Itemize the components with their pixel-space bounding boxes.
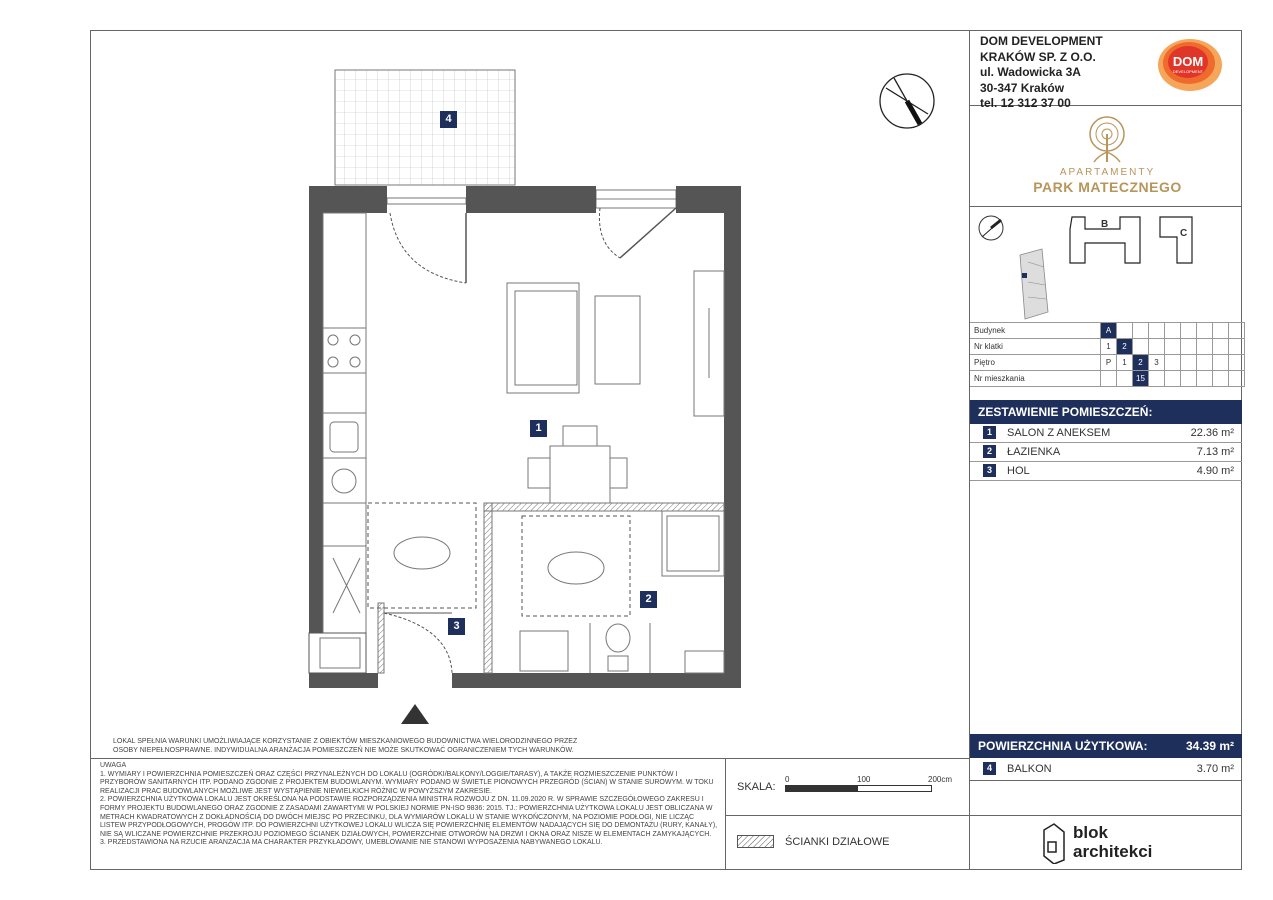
row-staircase: Nr klatki 1 2 [970, 339, 1245, 355]
plan-label-salon: 1 [530, 420, 547, 437]
rooms-heading: ZESTAWIENIE POMIESZCZEŃ: [970, 400, 1242, 424]
apartment-info-table [970, 322, 1245, 387]
logo-text: DOM [1172, 54, 1204, 69]
compass-icon [878, 72, 936, 130]
usable-area-bar [970, 734, 1242, 758]
scale-tick-0: 0 [785, 775, 790, 784]
notes-heading: UWAGA [100, 762, 127, 769]
scale-label: SKALA: [737, 781, 776, 793]
legend-walls-label: ŚCIANKI DZIAŁOWE [785, 836, 890, 848]
logo-subtext: DEVELOPMENT [1172, 69, 1204, 74]
note-item: 1. WYMIARY I POWIERZCHNIA POMIESZCZEŃ ORAZ CZĘŚCI PRZYNALEŻNYCH DO LOKALU (OGRÓDKI/BALKONY/LOGGIE/TARASY), A TAKŻE ROZMIESZCZENIE PUNKTÓW I PRZYBORÓW SANITARNYCH ITP. PODANO ZGODNIE Z PROJEKTEM BUDOWLANYM. WYMIARY PODANO W ŚWIETLE PIONOWYCH PRZEGRÓD (ŚCIAN) W STANIE SUROWYM. W TOKU REALIZACJI PRAC BUDOWLANYCH MOŻLIWE JEST WYSTĄPIENIE NIEWIELKICH RÓŻNIC W POWYŻSZYM ZAKRESIE. [100, 770, 714, 795]
project-name: PARK MATECZNEGO [1033, 179, 1182, 195]
park-tree-logo [1080, 112, 1134, 166]
project-line1: APARTAMENTY [1059, 167, 1156, 178]
scale-tick-100: 100 [857, 775, 871, 784]
usable-area-label: POWIERZCHNIA UŻYTKOWA: [978, 739, 1148, 753]
accessibility-note: LOKAL SPEŁNIA WARUNKI UMOŻLIWIAJĄCE KORZYSTANIE Z OBIEKTÓW MIESZKANIOWEGO BUDOWNICTWA WIELORODZINNEGO PRZEZ OSOBY NIEPEŁNOSPRAWNE. INDYWIDUALNA ARANŻACJA POMIESZCZEŃ NIE MOŻE SKUTKOWAĆ OGRANICZENIEM TYCH WARUNKÓW. [113, 738, 578, 754]
scale-bar [785, 785, 932, 792]
architect-name: blok architekci [1073, 823, 1153, 861]
company-name: DOM DEVELOPMENT [980, 34, 1103, 48]
plan-label-balcony: 4 [440, 111, 457, 128]
room-row: 3 HOL 4.90 m² [970, 462, 1242, 481]
row-apartment-number: Nr mieszkania 15 [970, 371, 1245, 387]
scale-tick-200: 200cm [928, 775, 953, 784]
plan-label-hall: 3 [448, 618, 465, 635]
hatch-legend-icon [737, 835, 775, 849]
floor-plan [300, 68, 750, 728]
plan-label-bathroom: 2 [640, 591, 657, 608]
row-floor: Piętro P 1 2 3 [970, 355, 1245, 371]
entrance-arrow-icon [401, 704, 429, 724]
company-phone: tel. 12 312 37 00 [980, 96, 1071, 110]
usable-area-value: 34.39 m² [1185, 739, 1234, 753]
company-street: ul. Wadowicka 3A [980, 65, 1081, 79]
company-city: 30-347 Kraków [980, 80, 1065, 95]
blok-architekci-logo [1040, 820, 1070, 864]
balcony-row: 4 BALKON 3.70 m² [970, 760, 1242, 778]
balcony-area [335, 70, 515, 185]
company-name-2: KRAKÓW SP. Z O.O. [980, 49, 1096, 64]
dom-development-logo [1155, 36, 1225, 96]
note-item: 3. PRZEDSTAWIONA NA RZUCIE ARANŻACJA MA CHARAKTER PRZYKŁADOWY, UMEBLOWANIE NIE STANOWI WYPOSAŻENIA NABYWANEGO LOKALU. [100, 839, 603, 847]
notes-block [100, 762, 720, 848]
room-row: 1 SALON Z ANEKSEM 22.36 m² [970, 424, 1242, 443]
note-item: 2. POWIERZCHNIA UŻYTKOWA LOKALU JEST OKREŚLONA NA PODSTAWIE ROZPORZĄDZENIA MINISTRA ROZWOJU Z DN. 11.09.2020 R. W SPRAWIE SZCZEGÓŁOWEGO ZAKRESU I FORMY PROJEKTU BUDOWLANEGO ORAZ ZGODNIE Z ZASADAMI ZAWARTYMI W POLSKIEJ NORMIE PN-ISO 9836: 2015. TJ.: POWIERZCHNIA UŻYTKOWA LOKALU JEST OBLICZANA W METRACH KWADRATOWYCH Z DOKŁADNOŚCIĄ DO DWÓCH MIEJSC PO PRZECINKU, DLA WYMIARÓW LOKALU W STANIE WYKOŃCZONYM, NA POZIOMIE PODŁOGI, NIE LICZĄC LISTEW PRZYPODŁOGOWYCH, PROGÓW ITP. DO POWIERZCHNI UŻYTKOWEJ LOKALU WLICZA SIĘ POWIERZCHNIĘ ELEMENTÓW NADAJĄCYCH SIĘ DO DEMONTAŻU (RURY, KANAŁY), NIE SĄ WLICZANE POWIERZCHNIE PRZEKROJU POZIOMEGO ŚCIANEK DZIAŁOWYCH, POWIERZCHNIE OTWORÓW NA DRZWI I OKNA ORAZ NISZE W ELEMENTACH ZAMYKAJĄCYCH. [100, 796, 718, 838]
building-b-label: B [1101, 219, 1109, 230]
company-info [980, 34, 1103, 112]
room-row: 2 ŁAZIENKA 7.13 m² [970, 443, 1242, 462]
building-c-label: C [1180, 228, 1188, 239]
row-building: Budynek A [970, 323, 1245, 339]
